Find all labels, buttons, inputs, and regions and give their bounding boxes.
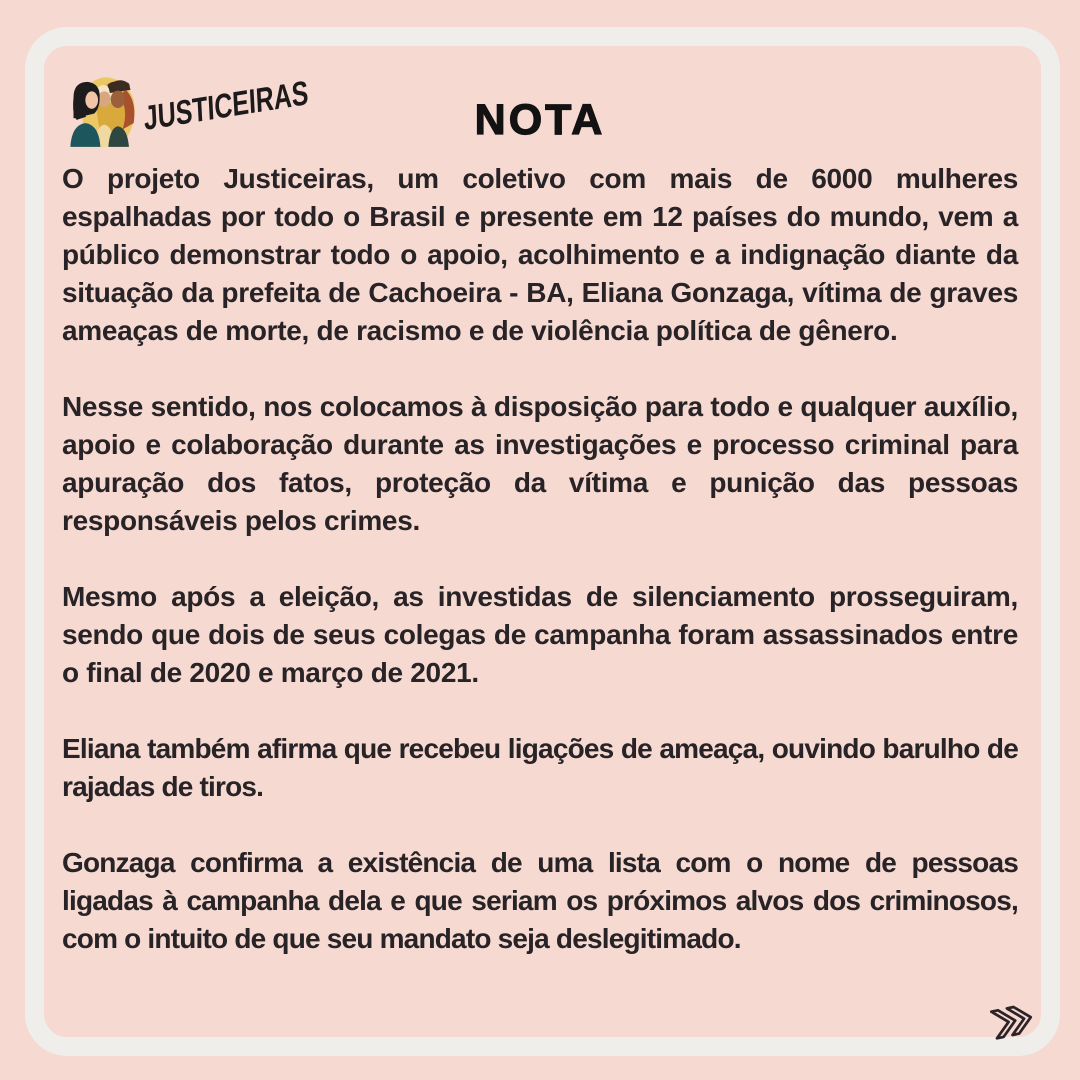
note-paragraph-4: Eliana também afirma que recebeu ligações de ameaça, ouvindo barulho de rajadas de tiros.: [62, 733, 1018, 802]
logo-wordmark: JUSTICEIRAS: [142, 73, 310, 139]
note-paragraph-2: Nesse sentido, nos colocamos à disposição para todo e qualquer auxílio, apoio e colaboração durante as investigações e processo criminal para apuração dos fatos, proteção da vítima e punição das pessoas responsáveis pelos crimes.: [62, 391, 1018, 536]
note-paragraph-3: Mesmo após a eleição, as investidas de silenciamento prosseguiram, sendo que dois de seus colegas de campanha foram assassinados entre o final de 2020 e março de 2021.: [62, 581, 1018, 688]
note-paragraph-5: Gonzaga confirma a existência de uma lista com o nome de pessoas ligadas à campanha dela e que seriam os próximos alvos dos criminosos, com o intuito de que seu mandato seja deslegitimado.: [62, 847, 1018, 954]
note-paragraph-1: O projeto Justiceiras, um coletivo com mais de 6000 mulheres espalhadas por todo o Brasil e presente em 12 países do mundo, vem a público demonstrar todo o apoio, acolhimento e a indignação diante da situação da prefeita de Cachoeira - BA, Eliana Gonzaga, vítima de graves ameaças de morte, de racismo e de violência política de gênero.: [62, 163, 1018, 346]
note-body: [62, 160, 1018, 996]
double-chevron-right-icon[interactable]: [986, 999, 1040, 1042]
page-title: NOTA: [474, 96, 606, 144]
